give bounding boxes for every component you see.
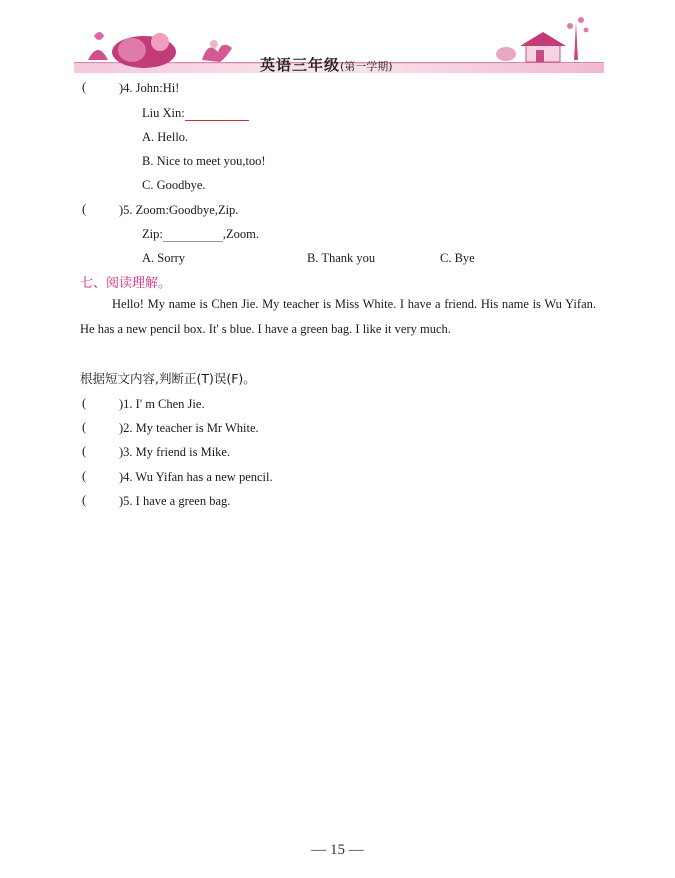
answer-paren: ( bbox=[82, 444, 87, 458]
tf-item-5: )5. I have a green bag. bbox=[119, 494, 231, 508]
answer-blank[interactable] bbox=[185, 120, 249, 121]
response-speaker: Zip: bbox=[142, 227, 163, 241]
answer-blank[interactable] bbox=[163, 241, 223, 242]
page-number: — 15 — bbox=[311, 842, 364, 858]
response-suffix: ,Zoom. bbox=[222, 227, 259, 241]
question-number: )4. bbox=[119, 81, 133, 95]
answer-paren: ( bbox=[82, 493, 87, 507]
instruction: 根据短文内容,判断正(T)误(F)。 bbox=[80, 371, 256, 386]
answer-paren: ( bbox=[82, 469, 87, 483]
passage-text: Hello! My name is Chen Jie. My teacher is Miss White. I have a friend. His name is Wu Yifan. He has a new pencil box. It' s blue. I have a green bag. I like it very much. bbox=[80, 297, 596, 336]
tf-item-2: )2. My teacher is Mr White. bbox=[119, 421, 259, 435]
option-c: C. Goodbye. bbox=[142, 178, 206, 192]
option-a: A. Sorry bbox=[142, 251, 186, 265]
question-number: )5. bbox=[119, 203, 133, 217]
tf-item-4: )4. Wu Yifan has a new pencil. bbox=[119, 470, 273, 484]
question-prompt: John:Hi! bbox=[135, 81, 180, 95]
header-title-main: 英语三年级 bbox=[260, 56, 341, 74]
question-4 bbox=[119, 80, 179, 96]
answer-paren: ( bbox=[82, 80, 87, 94]
question-prompt: Zoom:Goodbye,Zip. bbox=[135, 203, 239, 217]
answer-paren: ( bbox=[82, 396, 87, 410]
answer-paren: ( bbox=[82, 202, 87, 216]
answer-paren: ( bbox=[82, 420, 87, 434]
response-line bbox=[142, 226, 259, 242]
page-header bbox=[74, 14, 604, 76]
reading-passage bbox=[80, 292, 596, 341]
response-speaker: Liu Xin: bbox=[142, 106, 185, 120]
section-7-title: 七、阅读理解。 bbox=[80, 276, 172, 291]
response-line bbox=[142, 105, 249, 121]
tf-item-1: )1. I' m Chen Jie. bbox=[119, 397, 205, 411]
header-subtitle: (第一学期) bbox=[340, 60, 393, 73]
option-b: B. Nice to meet you,too! bbox=[142, 154, 266, 168]
question-5 bbox=[119, 202, 238, 218]
header-title bbox=[260, 54, 393, 75]
option-b: B. Thank you bbox=[307, 251, 376, 265]
option-a: A. Hello. bbox=[142, 130, 189, 144]
tf-item-3: )3. My friend is Mike. bbox=[119, 445, 231, 459]
option-c: C. Bye bbox=[440, 251, 475, 265]
